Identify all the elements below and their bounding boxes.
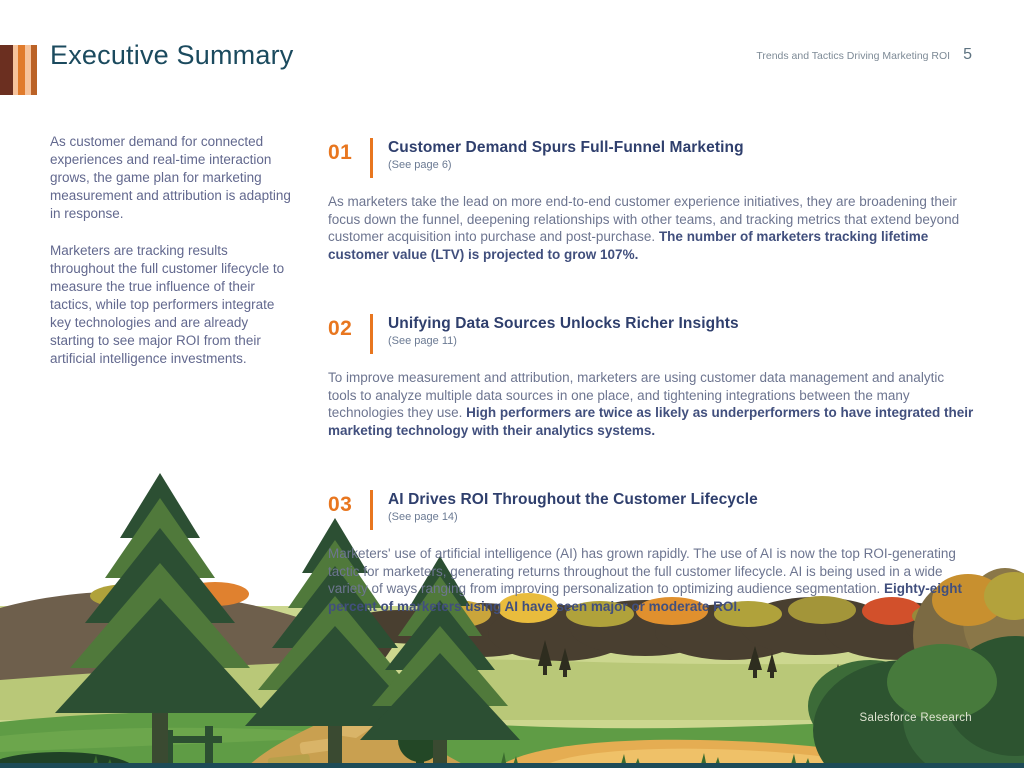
- section-page-ref: (See page 11): [388, 335, 457, 347]
- section-03: [328, 490, 976, 615]
- header-meta: [756, 46, 972, 64]
- section-number: 02: [328, 317, 353, 340]
- section-body-highlight: Eighty-eight percent of marketers using AI have seen major or moderate ROI.: [328, 581, 963, 614]
- footer-credit: Salesforce Research: [859, 712, 972, 724]
- section-number: 01: [328, 141, 353, 164]
- section-heading: Customer Demand Spurs Full-Funnel Marketing: [388, 139, 744, 156]
- section-page-ref: (See page 14): [388, 511, 458, 523]
- main-column: [328, 138, 976, 666]
- section-body: [328, 545, 976, 615]
- section-body: [328, 369, 976, 439]
- section-body-text: As marketers take the lead on more end-to-end customer experience initiatives, they are broadening their focus down the funnel, deepening relationships with other teams, and tracking metrics that extend beyond customer acquisition into purchase and post-purchase.: [328, 194, 960, 244]
- report-title: Trends and Tactics Driving Marketing ROI: [756, 50, 951, 62]
- section-heading: AI Drives ROI Throughout the Customer Lifecycle: [388, 491, 758, 508]
- section-01-header: [328, 138, 976, 178]
- intro-column: [50, 133, 292, 387]
- section-body-highlight: The number of marketers tracking lifetime customer value (LTV) is projected to grow 107%.: [328, 229, 929, 262]
- section-body-text: To improve measurement and attribution, marketers are using customer data management and analytic tools to analyze multiple data sources in one place, and tightening integrations between the many technologies they use.: [328, 370, 945, 420]
- section-page-ref: (See page 6): [388, 159, 452, 171]
- section-01: [328, 138, 976, 263]
- section-divider: [370, 138, 373, 178]
- section-body: [328, 193, 976, 263]
- section-body-highlight: High performers are twice as likely as underperformers to have integrated their marketing technology with their analytics systems.: [328, 405, 974, 438]
- section-body-text: Marketers' use of artificial intelligence (AI) has grown rapidly. The use of AI is now the top ROI-generating tactic for marketers, generating returns throughout the full customer lifecycle. AI is being used in a wide variety of ways ranging from improving personalization to optimizing audience segmentation.: [328, 546, 956, 596]
- section-number: 03: [328, 493, 353, 516]
- section-divider: [370, 314, 373, 354]
- section-heading: Unifying Data Sources Unlocks Richer Insights: [388, 315, 739, 332]
- section-03-header: [328, 490, 976, 530]
- page-number: 5: [963, 46, 972, 63]
- intro-paragraph: Marketers are tracking results throughout the full customer lifecycle to measure the true influence of their tactics, while top performers integrate key technologies and are already starting to see major ROI from their artificial intelligence investments.: [50, 243, 285, 366]
- page-title: Executive Summary: [50, 40, 294, 70]
- section-02-header: [328, 314, 976, 354]
- bottom-accent-bar: [0, 763, 1024, 768]
- brand-stripes-logo: [0, 45, 37, 95]
- intro-paragraph: As customer demand for connected experiences and real-time interaction grows, the game plan for marketing measurement and attribution is adapting in response.: [50, 134, 291, 221]
- section-02: [328, 314, 976, 439]
- section-divider: [370, 490, 373, 530]
